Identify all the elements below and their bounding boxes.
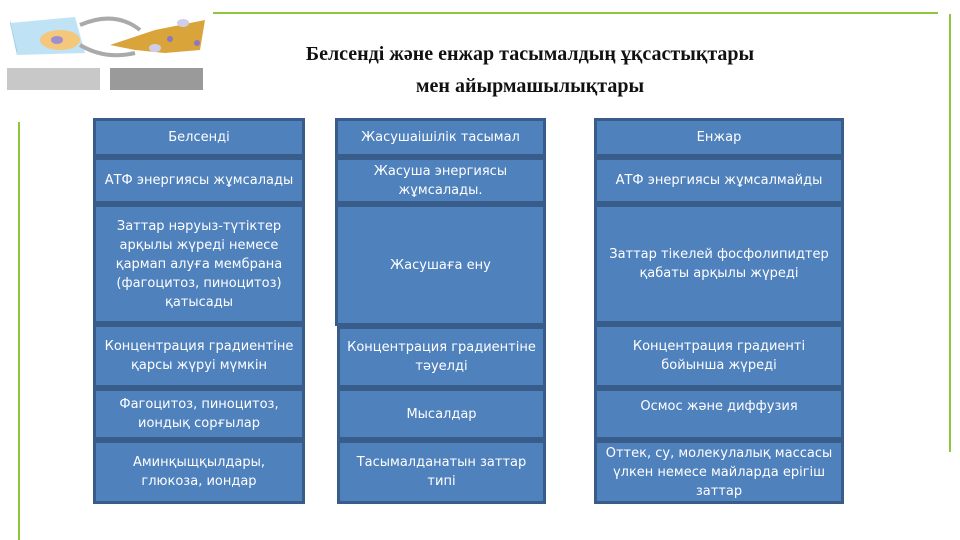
cell-criteria-entry: Жасушаға ену bbox=[335, 204, 546, 326]
cell-criteria-gradient: Концентрация градиентіне тәуелді bbox=[337, 326, 546, 388]
cell-active-energy: АТФ энергиясы жұмсалады bbox=[93, 157, 305, 204]
cell-active-gradient: Концентрация градиентіне қарсы жүруі мүмкін bbox=[93, 324, 305, 388]
title-line-1: Белсенді және енжар тасымалдың ұқсастықтары bbox=[305, 43, 755, 65]
slide-title bbox=[230, 38, 830, 102]
cell-passive-substances: Оттек, су, молекулалық массасы үлкен немесе майларда ерігіш заттар bbox=[594, 440, 844, 504]
cell-passive-mechanism: Заттар тікелей фосфолипидтер қабаты арқылы жүреді bbox=[594, 204, 844, 324]
cell-active-header: Белсенді bbox=[93, 118, 305, 157]
left-accent-line bbox=[18, 122, 20, 540]
cell-passive-energy: АТФ энергиясы жұмсалмайды bbox=[594, 157, 844, 204]
cell-passive-examples: Осмос және диффузия bbox=[594, 388, 844, 440]
cell-active-mechanism: Заттар нәруыз-түтіктер арқылы жүреді немесе қармап алуға мембрана (фагоцитоз, пиноцитоз) қатысады bbox=[93, 204, 305, 324]
cell-passive-gradient: Концентрация градиенті бойынша жүреді bbox=[594, 324, 844, 388]
cell-passive-header: Енжар bbox=[594, 118, 844, 157]
title-line-2: мен айырмашылықтары bbox=[415, 75, 645, 97]
cell-active-examples: Фагоцитоз, пиноцитоз, иондық сорғылар bbox=[93, 388, 305, 440]
right-accent-line bbox=[949, 14, 951, 452]
cell-criteria-examples: Мысалдар bbox=[337, 388, 546, 440]
cell-criteria-energy: Жасуша энергиясы жұмсалады. bbox=[335, 157, 546, 204]
top-accent-line bbox=[213, 12, 938, 14]
cell-active-substances: Аминқыщқылдары, глюкоза, иондар bbox=[93, 440, 305, 504]
cell-criteria-header: Жасушаішілік тасымал bbox=[335, 118, 546, 157]
cell-criteria-substances: Тасымалданатын заттар типі bbox=[337, 440, 546, 504]
cell-transport-illustration bbox=[5, 5, 210, 100]
